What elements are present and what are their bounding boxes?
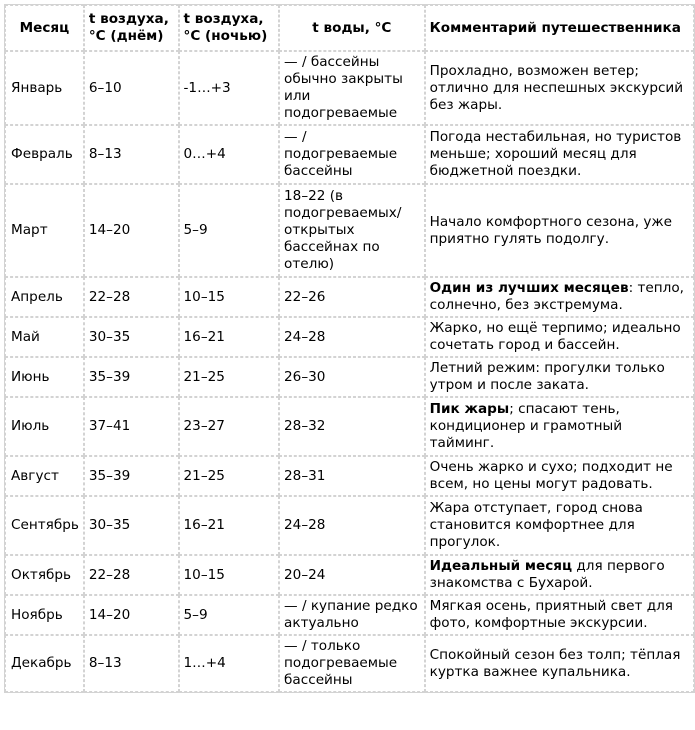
table-row [5,456,694,496]
water-cell: — / только подогреваемые бассейны [279,635,425,692]
table-row [5,397,694,456]
comment-highlight: Идеальный месяц [429,558,573,574]
header-water: t воды, °С [279,5,425,51]
water-cell: 24–28 [279,496,425,555]
comment-text: Очень жарко и сухо; подходит не всем, но цены могут радовать. [429,459,673,492]
month-cell: Март [5,184,84,277]
air-night-cell: 21–25 [179,357,280,397]
air-night-cell: 0…+4 [179,125,280,184]
comment-text: Спокойный сезон без толп; тёплая куртка важнее купальника. [429,646,681,680]
comment-cell [425,125,694,184]
comment-cell [425,397,694,456]
table-header-row [5,5,694,51]
comment-cell [425,357,694,397]
comment-cell [425,595,694,635]
air-night-cell: 5–9 [179,184,280,277]
comment-text: Летний режим: прогулки только утром и после заката. [429,360,665,393]
water-cell: 26–30 [279,357,425,397]
air-day-cell: 6–10 [84,51,179,125]
comment-text: Жарко, но ещё терпимо; идеально сочетать город и бассейн. [429,320,681,353]
air-day-cell: 30–35 [84,496,179,555]
comment-text: : тепло, солнечно, без экстремума. [429,280,684,313]
air-day-cell: 22–28 [84,555,179,595]
air-day-cell: 8–13 [84,635,179,692]
comment-cell [425,496,694,555]
comment-text: Начало комфортного сезона, уже приятно гулять подолгу. [429,213,673,247]
water-cell: 18–22 (в подогреваемых/ открытых бассейнах по отелю) [279,184,425,277]
month-cell: Февраль [5,125,84,184]
water-cell: — / подогреваемые бассейны [279,125,425,184]
air-night-cell: 5–9 [179,595,280,635]
air-day-cell: 37–41 [84,397,179,456]
air-day-cell: 22–28 [84,277,179,317]
table-row [5,496,694,555]
month-cell: Сентябрь [5,496,84,555]
table-row [5,51,694,125]
month-cell: Декабрь [5,635,84,692]
comment-cell [425,277,694,317]
table-row [5,317,694,357]
month-cell: Август [5,456,84,496]
table-row [5,357,694,397]
header-comment: Комментарий путешественника [425,5,694,51]
comment-text: Жара отступает, город снова становится комфортнее для прогулок. [429,500,643,550]
water-cell: 24–28 [279,317,425,357]
air-day-cell: 14–20 [84,595,179,635]
table-row [5,635,694,692]
month-cell: Ноябрь [5,595,84,635]
comment-text: для первого знакомства с Бухарой. [429,558,665,591]
comment-text: Погода нестабильная, но туристов меньше; хороший месяц для бюджетной поездки. [429,129,682,179]
comment-text: Мягкая осень, приятный свет для фото, комфортные экскурсии. [429,598,673,631]
air-night-cell: 1…+4 [179,635,280,692]
water-cell: — / бассейны обычно закрыты или подогреваемые [279,51,425,125]
comment-cell [425,317,694,357]
comment-cell [425,184,694,277]
table-row [5,184,694,277]
table-row [5,125,694,184]
air-night-cell: 21–25 [179,456,280,496]
month-cell: Июнь [5,357,84,397]
comment-cell [425,51,694,125]
climate-table [4,4,695,693]
header-air-night: t воздуха, °С (ночью) [179,5,280,51]
comment-cell [425,456,694,496]
water-cell: 20–24 [279,555,425,595]
air-night-cell: 16–21 [179,317,280,357]
month-cell: Октябрь [5,555,84,595]
water-cell: — / купание редко актуально [279,595,425,635]
header-air-day: t воздуха, °С (днём) [84,5,179,51]
month-cell: Январь [5,51,84,125]
air-night-cell: 10–15 [179,277,280,317]
comment-cell [425,555,694,595]
month-cell: Май [5,317,84,357]
comment-text: ; спасают тень, кондиционер и грамотный тайминг. [429,401,623,451]
air-night-cell: -1…+3 [179,51,280,125]
comment-highlight: Один из лучших месяцев [429,280,629,296]
water-cell: 28–31 [279,456,425,496]
month-cell: Апрель [5,277,84,317]
air-night-cell: 16–21 [179,496,280,555]
comment-text: Прохладно, возможен ветер; отлично для неспешных экскурсий без жары. [429,62,684,113]
air-day-cell: 14–20 [84,184,179,277]
table-row [5,277,694,317]
air-day-cell: 35–39 [84,357,179,397]
air-day-cell: 8–13 [84,125,179,184]
header-month: Месяц [5,5,84,51]
air-day-cell: 35–39 [84,456,179,496]
water-cell: 28–32 [279,397,425,456]
comment-highlight: Пик жары [429,401,510,417]
table-row [5,595,694,635]
comment-cell [425,635,694,692]
air-night-cell: 23–27 [179,397,280,456]
air-night-cell: 10–15 [179,555,280,595]
month-cell: Июль [5,397,84,456]
air-day-cell: 30–35 [84,317,179,357]
table-row [5,555,694,595]
water-cell: 22–26 [279,277,425,317]
